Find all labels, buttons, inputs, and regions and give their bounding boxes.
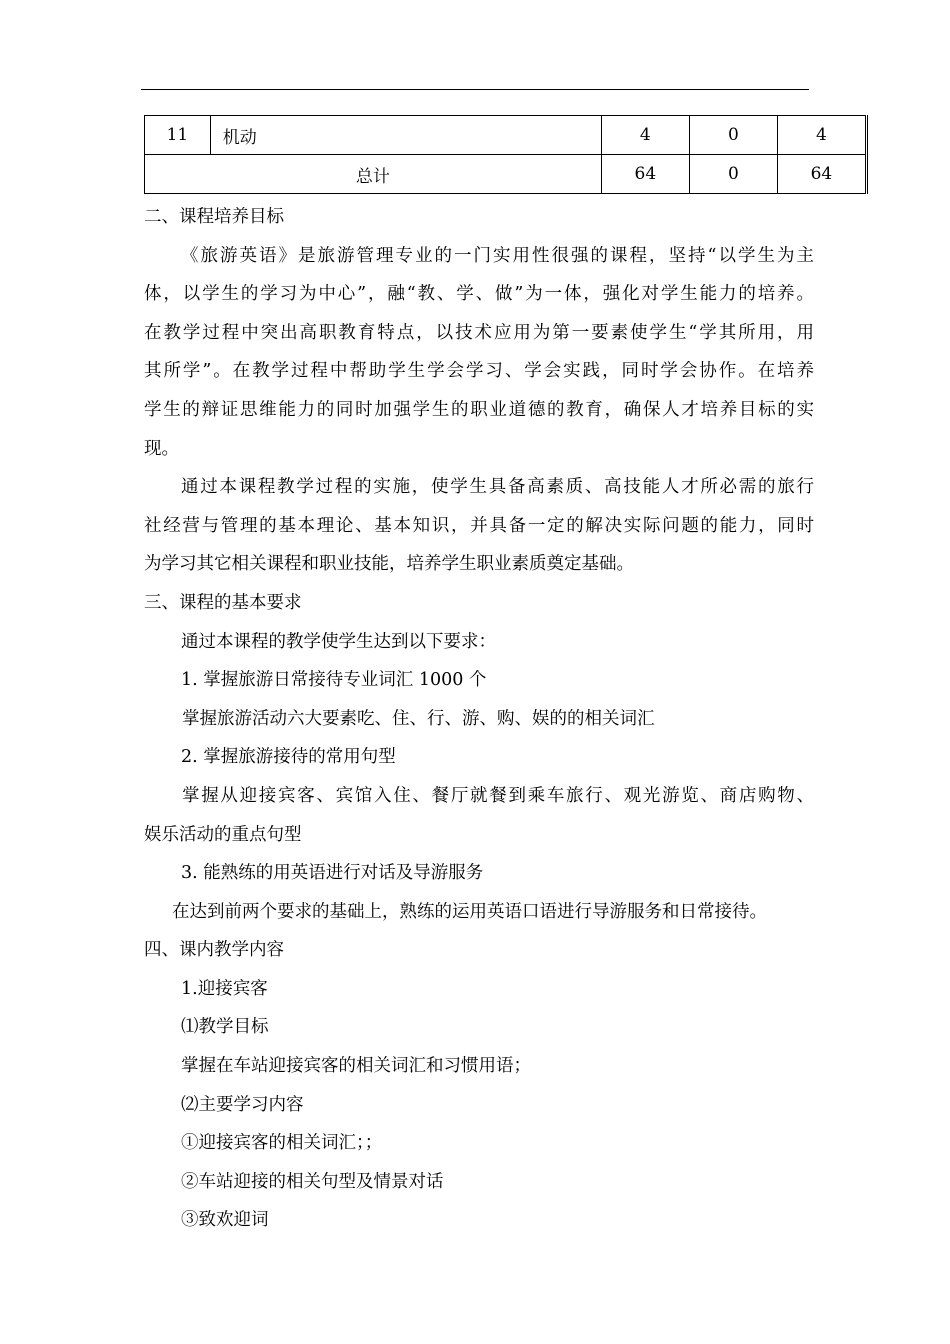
- row-number: 11: [145, 116, 211, 155]
- requirement-detail: 在达到前两个要求的基础上，熟练的运用英语口语进行导游服务和日常接待。: [172, 901, 767, 922]
- paragraph-line: 《旅游英语》是旅游管理专业的一门实用性很强的课程，坚持“以学生为主: [181, 245, 814, 266]
- total-value-2: 0: [689, 155, 777, 194]
- total-value-3: 64: [777, 155, 866, 194]
- list-item: ⑴教学目标: [181, 1017, 269, 1038]
- paragraph-line: 在教学过程中突出高职教育特点，以技术应用为第一要素使学生“学其所用，用: [144, 322, 814, 343]
- row-name: 机动: [210, 116, 601, 155]
- total-value-1: 64: [601, 155, 689, 194]
- paragraph-line: 通过本课程教学过程的实施，使学生具备高素质、高技能人才所必需的旅行: [181, 477, 814, 498]
- list-item: 掌握在车站迎接宾客的相关词汇和习惯用语；: [181, 1056, 531, 1077]
- subsection-heading: 1.迎接宾客: [181, 978, 268, 999]
- paragraph-line: 学生的辩证思维能力的同时加强学生的职业道德的教育，确保人才培养目标的实: [144, 399, 814, 420]
- table-row: [145, 116, 867, 155]
- requirement-item: 2. 掌握旅游接待的常用句型: [181, 747, 396, 768]
- total-label: 总计: [145, 155, 602, 194]
- requirement-item: 1. 掌握旅游日常接待专业词汇 1000 个: [181, 670, 487, 691]
- paragraph-line: 社经营与管理的基本理论、基本知识，并具备一定的解决实际问题的能力，同时: [144, 515, 814, 536]
- list-item: ①迎接宾客的相关词汇；；: [181, 1133, 383, 1154]
- table-total-row: [145, 155, 867, 194]
- list-item: ⑵主要学习内容: [181, 1094, 304, 1115]
- schedule-table: [144, 115, 868, 194]
- list-item: ③致欢迎词: [181, 1210, 269, 1231]
- requirement-detail: 掌握旅游活动六大要素吃、住、行、游、购、娱的的相关词汇: [182, 708, 655, 729]
- requirement-detail: 掌握从迎接宾客、宾馆入住、餐厅就餐到乘车旅行、观光游览、商店购物、: [182, 785, 814, 806]
- section-heading-3: 三、课程的基本要求: [144, 592, 302, 613]
- paragraph-line: 现。: [144, 438, 179, 459]
- paragraph-line: 体，以学生的学习为中心”，融“教、学、做”为一体，强化对学生能力的培养。: [144, 284, 814, 305]
- paragraph-line: 其所学”。在教学过程中帮助学生学会学习、学会实践，同时学会协作。在培养: [144, 361, 814, 382]
- row-value-1: 4: [601, 116, 689, 155]
- requirement-item: 3. 能熟练的用英语进行对话及导游服务: [181, 863, 484, 884]
- section-heading-2: 二、课程培养目标: [144, 207, 284, 227]
- paragraph-line: 为学习其它相关课程和职业技能，培养学生职业素质奠定基础。: [144, 554, 634, 575]
- list-item: ②车站迎接的相关句型及情景对话: [181, 1171, 444, 1192]
- row-value-2: 0: [689, 116, 777, 155]
- header-rule: [141, 89, 809, 90]
- section-heading-4: 四、课内教学内容: [144, 940, 284, 961]
- requirement-detail: 娱乐活动的重点句型: [144, 824, 302, 845]
- document-body: [144, 198, 814, 1240]
- row-value-3: 4: [777, 116, 866, 155]
- paragraph-line: 通过本课程的教学使学生达到以下要求：: [181, 631, 496, 652]
